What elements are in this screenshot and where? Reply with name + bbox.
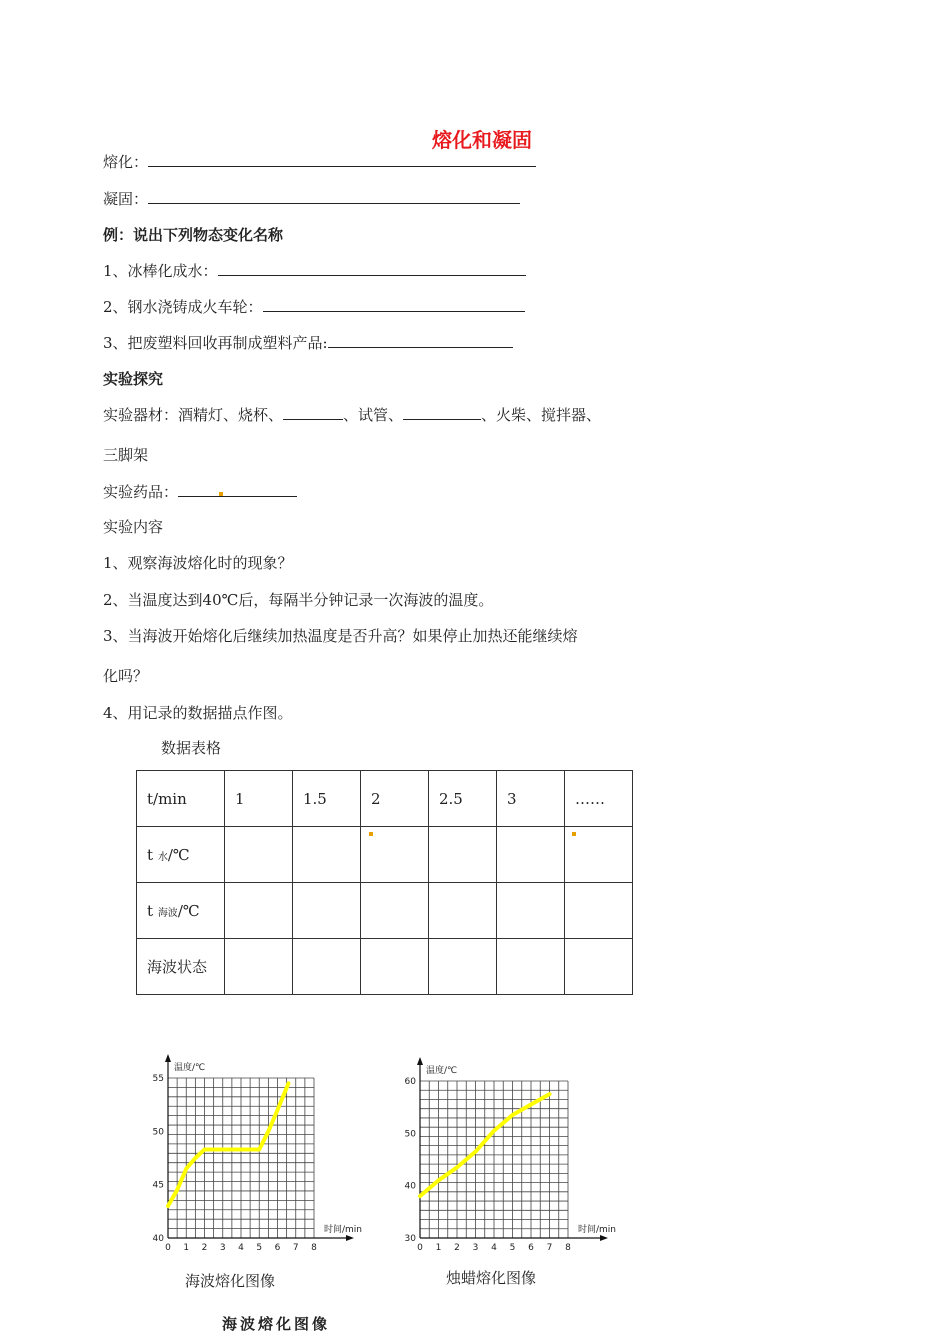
row-label-base: t bbox=[147, 901, 154, 920]
question-3-label: 3、把废塑料回收再制成塑料产品: bbox=[103, 334, 328, 352]
row-label-unit: /℃ bbox=[167, 845, 190, 864]
x-tick-label: 0 bbox=[165, 1243, 171, 1253]
x-axis-arrow bbox=[600, 1235, 608, 1241]
x-tick-label: 5 bbox=[256, 1243, 263, 1253]
row-label-water bbox=[137, 827, 225, 883]
table-cell[interactable] bbox=[429, 883, 497, 939]
y-tick-label: 60 bbox=[404, 1077, 416, 1087]
table-cell[interactable] bbox=[293, 827, 361, 883]
y-tick-label: 40 bbox=[404, 1181, 416, 1192]
equipment-blank-2[interactable] bbox=[403, 405, 481, 420]
data-table bbox=[136, 770, 633, 995]
x-tick-label: 5 bbox=[509, 1243, 516, 1253]
header-cell: …… bbox=[565, 771, 633, 827]
x-tick-label: 1 bbox=[183, 1243, 190, 1253]
x-tick-label: 7 bbox=[292, 1243, 299, 1253]
table-cell[interactable] bbox=[429, 939, 497, 995]
table-row-water bbox=[137, 827, 633, 883]
solidifying-line bbox=[103, 188, 520, 209]
y-tick-label: 55 bbox=[152, 1074, 164, 1084]
x-tick-label: 4 bbox=[491, 1243, 497, 1253]
table-cell[interactable] bbox=[429, 827, 497, 883]
equipment-line bbox=[103, 404, 601, 425]
y-tick-label: 30 bbox=[404, 1234, 416, 1244]
header-cell: 1.5 bbox=[293, 771, 361, 827]
equipment-text-3: 、火柴、搅拌器、 bbox=[481, 406, 602, 424]
stray-dot bbox=[369, 832, 373, 836]
table-cell[interactable] bbox=[225, 827, 293, 883]
chemicals-label: 实验药品： bbox=[103, 483, 179, 501]
question-1 bbox=[103, 260, 526, 281]
wax-chart bbox=[390, 1045, 640, 1270]
header-cell: 1 bbox=[225, 771, 293, 827]
question-2 bbox=[103, 296, 525, 317]
x-tick-label: 6 bbox=[274, 1243, 281, 1253]
equipment-line-2: 三脚架 bbox=[103, 446, 149, 464]
y-axis-arrow bbox=[165, 1054, 171, 1062]
solidifying-label: 凝固： bbox=[103, 190, 149, 208]
y-axis-label: 温度/℃ bbox=[174, 1063, 206, 1073]
question-2-label: 2、钢水浇铸成火车轮： bbox=[103, 298, 263, 316]
step-4: 4、用记录的数据描点作图。 bbox=[103, 704, 293, 722]
y-axis-label: 温度/℃ bbox=[426, 1066, 458, 1076]
row-label-hypo bbox=[137, 883, 225, 939]
row-label-base: t bbox=[147, 845, 154, 864]
row-label-unit: /℃ bbox=[177, 901, 200, 920]
x-tick-label: 8 bbox=[311, 1243, 317, 1253]
x-tick-label: 4 bbox=[238, 1243, 244, 1253]
equipment-text-2: 、试管、 bbox=[343, 406, 404, 424]
table-row-hypo bbox=[137, 883, 633, 939]
chemicals-blank[interactable] bbox=[178, 482, 297, 497]
step-1: 1、观察海波熔化时的现象？ bbox=[103, 554, 293, 572]
table-cell[interactable] bbox=[293, 939, 361, 995]
x-axis-arrow bbox=[346, 1235, 354, 1241]
y-tick-label: 50 bbox=[404, 1129, 416, 1140]
x-tick-label: 8 bbox=[565, 1243, 571, 1253]
stray-dot bbox=[219, 492, 223, 496]
experiment-heading: 实验探究 bbox=[103, 370, 164, 388]
x-tick-label: 1 bbox=[435, 1243, 442, 1253]
solidifying-blank[interactable] bbox=[148, 189, 520, 204]
x-tick-label: 2 bbox=[201, 1243, 208, 1253]
equipment-blank-1[interactable] bbox=[283, 405, 343, 420]
row-label-state: 海波状态 bbox=[137, 939, 225, 995]
y-tick-label: 40 bbox=[152, 1234, 164, 1244]
x-axis-label: 时间/min bbox=[578, 1225, 617, 1235]
table-header-row bbox=[137, 771, 633, 827]
x-tick-label: 3 bbox=[219, 1243, 226, 1253]
question-1-blank[interactable] bbox=[218, 261, 526, 276]
table-cell[interactable] bbox=[497, 939, 565, 995]
table-cell[interactable] bbox=[497, 883, 565, 939]
x-tick-label: 7 bbox=[546, 1243, 553, 1253]
equipment-label: 实验器材：酒精灯、烧杯、 bbox=[103, 406, 284, 424]
step-3-cont: 化吗？ bbox=[103, 667, 149, 685]
hypo-chart bbox=[140, 1048, 390, 1268]
x-tick-label: 0 bbox=[417, 1243, 423, 1253]
table-cell[interactable] bbox=[565, 883, 633, 939]
row-label-sub: 海波 bbox=[157, 907, 178, 919]
question-2-blank[interactable] bbox=[263, 297, 525, 312]
table-row-state bbox=[137, 939, 633, 995]
table-cell[interactable] bbox=[361, 939, 429, 995]
row-label-sub: 水 bbox=[157, 851, 168, 863]
header-cell: 2 bbox=[361, 771, 429, 827]
table-cell[interactable] bbox=[565, 939, 633, 995]
footer-caption: 海波熔化图像 bbox=[222, 1315, 331, 1333]
x-tick-label: 2 bbox=[454, 1243, 460, 1253]
table-cell[interactable] bbox=[293, 883, 361, 939]
header-cell: 3 bbox=[497, 771, 565, 827]
question-3 bbox=[103, 332, 513, 353]
chemicals-line bbox=[103, 481, 297, 502]
stray-dot bbox=[572, 832, 576, 836]
page-title: 熔化和凝固 bbox=[432, 128, 532, 152]
y-tick-label: 45 bbox=[152, 1180, 164, 1191]
wax-chart-caption: 烛蜡熔化图像 bbox=[446, 1269, 537, 1287]
table-caption: 数据表格 bbox=[161, 739, 222, 757]
question-1-label: 1、冰棒化成水： bbox=[103, 262, 218, 280]
header-cell: t/min bbox=[137, 771, 225, 827]
question-3-blank[interactable] bbox=[328, 333, 513, 348]
table-cell[interactable] bbox=[361, 883, 429, 939]
y-axis-arrow bbox=[417, 1057, 423, 1065]
y-tick-label: 50 bbox=[152, 1127, 164, 1138]
x-tick-label: 6 bbox=[528, 1243, 534, 1253]
x-tick-label: 3 bbox=[472, 1243, 479, 1253]
hypo-chart-caption: 海波熔化图像 bbox=[185, 1272, 276, 1290]
example-heading: 例：说出下列物态变化名称 bbox=[103, 226, 284, 244]
table-cell[interactable] bbox=[225, 883, 293, 939]
table-cell[interactable] bbox=[497, 827, 565, 883]
table-cell[interactable] bbox=[225, 939, 293, 995]
step-3: 3、当海波开始熔化后继续加热温度是否升高？如果停止加热还能继续熔 bbox=[103, 627, 578, 645]
melting-line bbox=[103, 151, 536, 172]
step-2: 2、当温度达到40℃后，每隔半分钟记录一次海波的温度。 bbox=[103, 591, 494, 609]
header-cell: 2.5 bbox=[429, 771, 497, 827]
melting-label: 熔化： bbox=[103, 153, 149, 171]
content-heading: 实验内容 bbox=[103, 518, 164, 536]
x-axis-label: 时间/min bbox=[324, 1225, 363, 1235]
melting-blank[interactable] bbox=[148, 152, 536, 167]
